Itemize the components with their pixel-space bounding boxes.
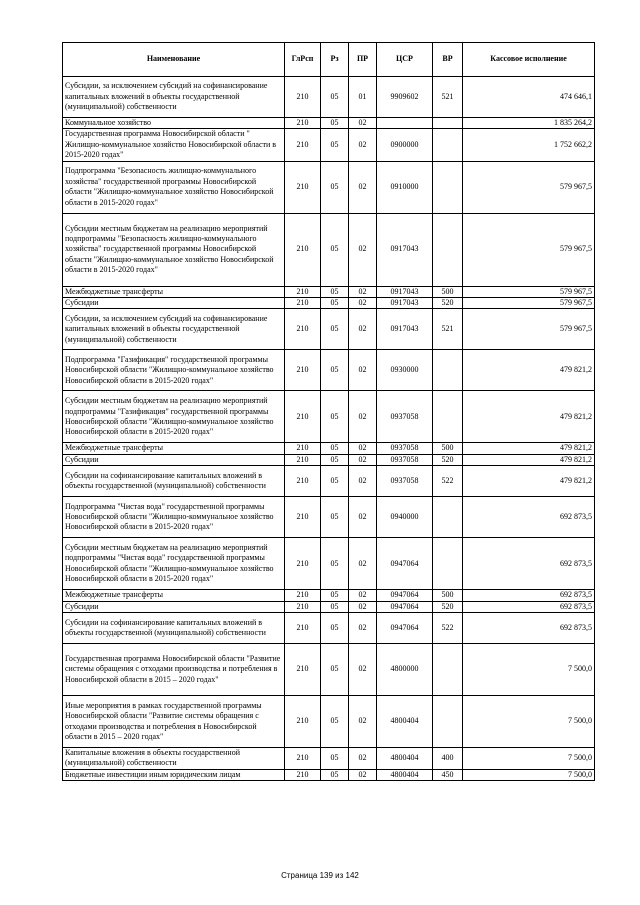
cell-amount: 7 500,0 <box>463 748 595 770</box>
cell-rz: 05 <box>321 644 349 696</box>
cell-rz: 05 <box>321 590 349 601</box>
cell-grps: 210 <box>285 161 321 213</box>
cell-vr: 520 <box>433 298 463 309</box>
cell-rz: 05 <box>321 601 349 612</box>
cell-name: Субсидии местным бюджетам на реализацию мероприятий подпрограммы "Чистая вода" государственной программы Новосибирской области "Жилищно-коммунальное хозяйство Новосибирской области в 2015-2020 годах" <box>63 538 285 590</box>
cell-name: Субсидии местным бюджетам на реализацию мероприятий подпрограммы "Безопасность жилищно-коммунального хозяйства" государственной программы Новосибирской области "Жилищно-коммунальное хозяйство Новосибирской области в 2015-2020 годах" <box>63 213 285 286</box>
cell-name: Субсидии на софинансирование капитальных вложений в объекты государственной (муниципальной) собственности <box>63 613 285 644</box>
cell-vr: 500 <box>433 286 463 297</box>
cell-grps: 210 <box>285 443 321 454</box>
cell-pr: 02 <box>349 538 377 590</box>
cell-rz: 05 <box>321 748 349 770</box>
table-row <box>63 497 595 538</box>
cell-rz: 05 <box>321 350 349 391</box>
table-row <box>63 644 595 696</box>
cell-rz: 05 <box>321 309 349 350</box>
cell-amount: 479 821,2 <box>463 454 595 465</box>
table-body <box>63 77 595 781</box>
cell-rz: 05 <box>321 538 349 590</box>
page-number: Страница 139 из 142 <box>281 871 359 880</box>
cell-pr: 02 <box>349 350 377 391</box>
cell-vr <box>433 350 463 391</box>
cell-amount: 579 967,5 <box>463 309 595 350</box>
cell-pr: 02 <box>349 590 377 601</box>
cell-csr <box>377 118 433 129</box>
cell-rz: 05 <box>321 443 349 454</box>
cell-amount: 692 873,5 <box>463 590 595 601</box>
cell-vr <box>433 129 463 161</box>
cell-csr: 0937058 <box>377 466 433 497</box>
cell-pr: 02 <box>349 129 377 161</box>
table-row <box>63 286 595 297</box>
cell-grps: 210 <box>285 696 321 748</box>
cell-amount: 692 873,5 <box>463 613 595 644</box>
table-row <box>63 466 595 497</box>
cell-amount: 7 500,0 <box>463 644 595 696</box>
cell-pr: 02 <box>349 161 377 213</box>
table-row <box>63 350 595 391</box>
cell-csr: 0930000 <box>377 350 433 391</box>
header-name: Наименование <box>63 43 285 77</box>
cell-amount: 479 821,2 <box>463 350 595 391</box>
cell-rz: 05 <box>321 391 349 443</box>
cell-pr: 02 <box>349 769 377 780</box>
table-row <box>63 443 595 454</box>
cell-name: Субсидии на софинансирование капитальных вложений в объекты государственной (муниципальной) собственности <box>63 466 285 497</box>
cell-name: Субсидии, за исключением субсидий на софинансирование капитальных вложений в объекты государственной (муниципальной) собственности <box>63 309 285 350</box>
table-row <box>63 309 595 350</box>
cell-grps: 210 <box>285 601 321 612</box>
table-row <box>63 161 595 213</box>
table-row <box>63 769 595 780</box>
cell-csr: 0917043 <box>377 298 433 309</box>
cell-grps: 210 <box>285 350 321 391</box>
cell-amount: 692 873,5 <box>463 497 595 538</box>
table-row <box>63 77 595 118</box>
cell-name: Подпрограмма "Чистая вода" государственной программы Новосибирской области "Жилищно-коммунальное хозяйство Новосибирской области в 2015-2020 годах" <box>63 497 285 538</box>
cell-vr <box>433 538 463 590</box>
cell-vr: 521 <box>433 309 463 350</box>
cell-csr: 0900000 <box>377 129 433 161</box>
cell-csr: 0910000 <box>377 161 433 213</box>
cell-rz: 05 <box>321 466 349 497</box>
cell-name: Государственная программа Новосибирской области "Развитие системы обращения с отходами производства и потребления в Новосибирской области в 2015 – 2020 годах" <box>63 644 285 696</box>
cell-grps: 210 <box>285 538 321 590</box>
cell-grps: 210 <box>285 454 321 465</box>
cell-pr: 02 <box>349 454 377 465</box>
table-row <box>63 454 595 465</box>
cell-grps: 210 <box>285 309 321 350</box>
cell-vr: 521 <box>433 77 463 118</box>
cell-pr: 02 <box>349 497 377 538</box>
cell-grps: 210 <box>285 466 321 497</box>
cell-name: Коммунальное хозяйство <box>63 118 285 129</box>
cell-amount: 7 500,0 <box>463 696 595 748</box>
cell-rz: 05 <box>321 298 349 309</box>
cell-amount: 474 646,1 <box>463 77 595 118</box>
cell-csr: 4800404 <box>377 769 433 780</box>
cell-rz: 05 <box>321 129 349 161</box>
cell-grps: 210 <box>285 213 321 286</box>
cell-grps: 210 <box>285 118 321 129</box>
cell-csr: 0917043 <box>377 309 433 350</box>
cell-grps: 210 <box>285 298 321 309</box>
table-header-row <box>63 43 595 77</box>
cell-name: Субсидии местным бюджетам на реализацию мероприятий подпрограммы "Газификация" государственной программы Новосибирской области "Жилищно-коммунальное хозяйство Новосибирской области в 2015-2020 годах" <box>63 391 285 443</box>
cell-csr: 0917043 <box>377 213 433 286</box>
cell-name: Субсидии <box>63 298 285 309</box>
cell-vr <box>433 213 463 286</box>
cell-grps: 210 <box>285 286 321 297</box>
cell-pr: 02 <box>349 443 377 454</box>
cell-vr: 500 <box>433 443 463 454</box>
cell-amount: 479 821,2 <box>463 466 595 497</box>
table-row <box>63 601 595 612</box>
cell-pr: 02 <box>349 748 377 770</box>
cell-grps: 210 <box>285 613 321 644</box>
cell-amount: 579 967,5 <box>463 286 595 297</box>
cell-rz: 05 <box>321 454 349 465</box>
cell-csr: 0947064 <box>377 601 433 612</box>
table-row <box>63 391 595 443</box>
cell-csr: 0937058 <box>377 391 433 443</box>
cell-amount: 692 873,5 <box>463 601 595 612</box>
cell-pr: 01 <box>349 77 377 118</box>
header-amount: Кассовое исполнение <box>463 43 595 77</box>
cell-rz: 05 <box>321 118 349 129</box>
cell-name: Межбюджетные трансферты <box>63 286 285 297</box>
cell-csr: 4800404 <box>377 696 433 748</box>
cell-grps: 210 <box>285 497 321 538</box>
budget-execution-table <box>62 42 595 781</box>
header-rz: Рз <box>321 43 349 77</box>
cell-rz: 05 <box>321 613 349 644</box>
cell-pr: 02 <box>349 118 377 129</box>
cell-vr: 520 <box>433 454 463 465</box>
cell-amount: 1 752 662,2 <box>463 129 595 161</box>
header-csr: ЦСР <box>377 43 433 77</box>
cell-pr: 02 <box>349 601 377 612</box>
cell-amount: 579 967,5 <box>463 161 595 213</box>
header-pr: ПР <box>349 43 377 77</box>
cell-vr: 520 <box>433 601 463 612</box>
cell-rz: 05 <box>321 769 349 780</box>
cell-rz: 05 <box>321 161 349 213</box>
cell-name: Подпрограмма "Газификация" государственной программы Новосибирской области "Жилищно-коммунальное хозяйство Новосибирской области в 2015-2020 годах" <box>63 350 285 391</box>
cell-name: Субсидии <box>63 601 285 612</box>
cell-amount: 579 967,5 <box>463 298 595 309</box>
cell-grps: 210 <box>285 748 321 770</box>
cell-amount: 579 967,5 <box>463 213 595 286</box>
cell-vr <box>433 161 463 213</box>
cell-rz: 05 <box>321 497 349 538</box>
cell-vr <box>433 696 463 748</box>
cell-vr: 450 <box>433 769 463 780</box>
cell-amount: 692 873,5 <box>463 538 595 590</box>
cell-grps: 210 <box>285 129 321 161</box>
cell-name: Межбюджетные трансферты <box>63 443 285 454</box>
table-row <box>63 213 595 286</box>
cell-pr: 02 <box>349 391 377 443</box>
cell-amount: 479 821,2 <box>463 391 595 443</box>
cell-name: Подпрограмма "Безопасность жилищно-коммунального хозяйства" государственной программы Новосибирской области "Жилищно-коммунальное хозяйство Новосибирской области в 2015-2020 годах" <box>63 161 285 213</box>
cell-csr: 0947064 <box>377 613 433 644</box>
cell-name: Субсидии <box>63 454 285 465</box>
table-row <box>63 696 595 748</box>
cell-csr: 4800000 <box>377 644 433 696</box>
table-row <box>63 129 595 161</box>
table-row <box>63 590 595 601</box>
cell-vr: 400 <box>433 748 463 770</box>
cell-csr: 0917043 <box>377 286 433 297</box>
cell-grps: 210 <box>285 77 321 118</box>
table-row <box>63 748 595 770</box>
table-row <box>63 538 595 590</box>
cell-pr: 02 <box>349 613 377 644</box>
cell-grps: 210 <box>285 769 321 780</box>
cell-csr: 9909602 <box>377 77 433 118</box>
header-vr: ВР <box>433 43 463 77</box>
cell-rz: 05 <box>321 77 349 118</box>
cell-vr: 500 <box>433 590 463 601</box>
cell-pr: 02 <box>349 309 377 350</box>
cell-csr: 0947064 <box>377 590 433 601</box>
table-row <box>63 613 595 644</box>
cell-pr: 02 <box>349 286 377 297</box>
cell-pr: 02 <box>349 696 377 748</box>
cell-pr: 02 <box>349 298 377 309</box>
cell-vr <box>433 644 463 696</box>
cell-grps: 210 <box>285 590 321 601</box>
cell-rz: 05 <box>321 696 349 748</box>
cell-name: Иные мероприятия в рамках государственной программы Новосибирской области "Развитие системы обращения с отходами производства и потребления в Новосибирской области в 2015 – 2020 годах" <box>63 696 285 748</box>
cell-amount: 7 500,0 <box>463 769 595 780</box>
cell-vr: 522 <box>433 613 463 644</box>
cell-vr <box>433 118 463 129</box>
cell-csr: 0940000 <box>377 497 433 538</box>
header-grps: ГлРсп <box>285 43 321 77</box>
cell-pr: 02 <box>349 644 377 696</box>
cell-rz: 05 <box>321 286 349 297</box>
cell-vr: 522 <box>433 466 463 497</box>
cell-csr: 0947064 <box>377 538 433 590</box>
table-row <box>63 298 595 309</box>
cell-amount: 1 835 264,2 <box>463 118 595 129</box>
cell-vr <box>433 497 463 538</box>
cell-vr <box>433 391 463 443</box>
cell-pr: 02 <box>349 466 377 497</box>
cell-csr: 4800404 <box>377 748 433 770</box>
cell-name: Капитальные вложения в объекты государственной (муниципальной) собственности <box>63 748 285 770</box>
cell-rz: 05 <box>321 213 349 286</box>
cell-name: Субсидии, за исключением субсидий на софинансирование капитальных вложений в объекты государственной (муниципальной) собственности <box>63 77 285 118</box>
table-row <box>63 118 595 129</box>
cell-name: Бюджетные инвестиции иным юридическим лицам <box>63 769 285 780</box>
cell-name: Государственная программа Новосибирской области " Жилищно-коммунальное хозяйство Новосибирской области в 2015-2020 годах" <box>63 129 285 161</box>
cell-pr: 02 <box>349 213 377 286</box>
cell-csr: 0937058 <box>377 443 433 454</box>
cell-grps: 210 <box>285 391 321 443</box>
cell-grps: 210 <box>285 644 321 696</box>
cell-name: Межбюджетные трансферты <box>63 590 285 601</box>
cell-csr: 0937058 <box>377 454 433 465</box>
cell-amount: 479 821,2 <box>463 443 595 454</box>
